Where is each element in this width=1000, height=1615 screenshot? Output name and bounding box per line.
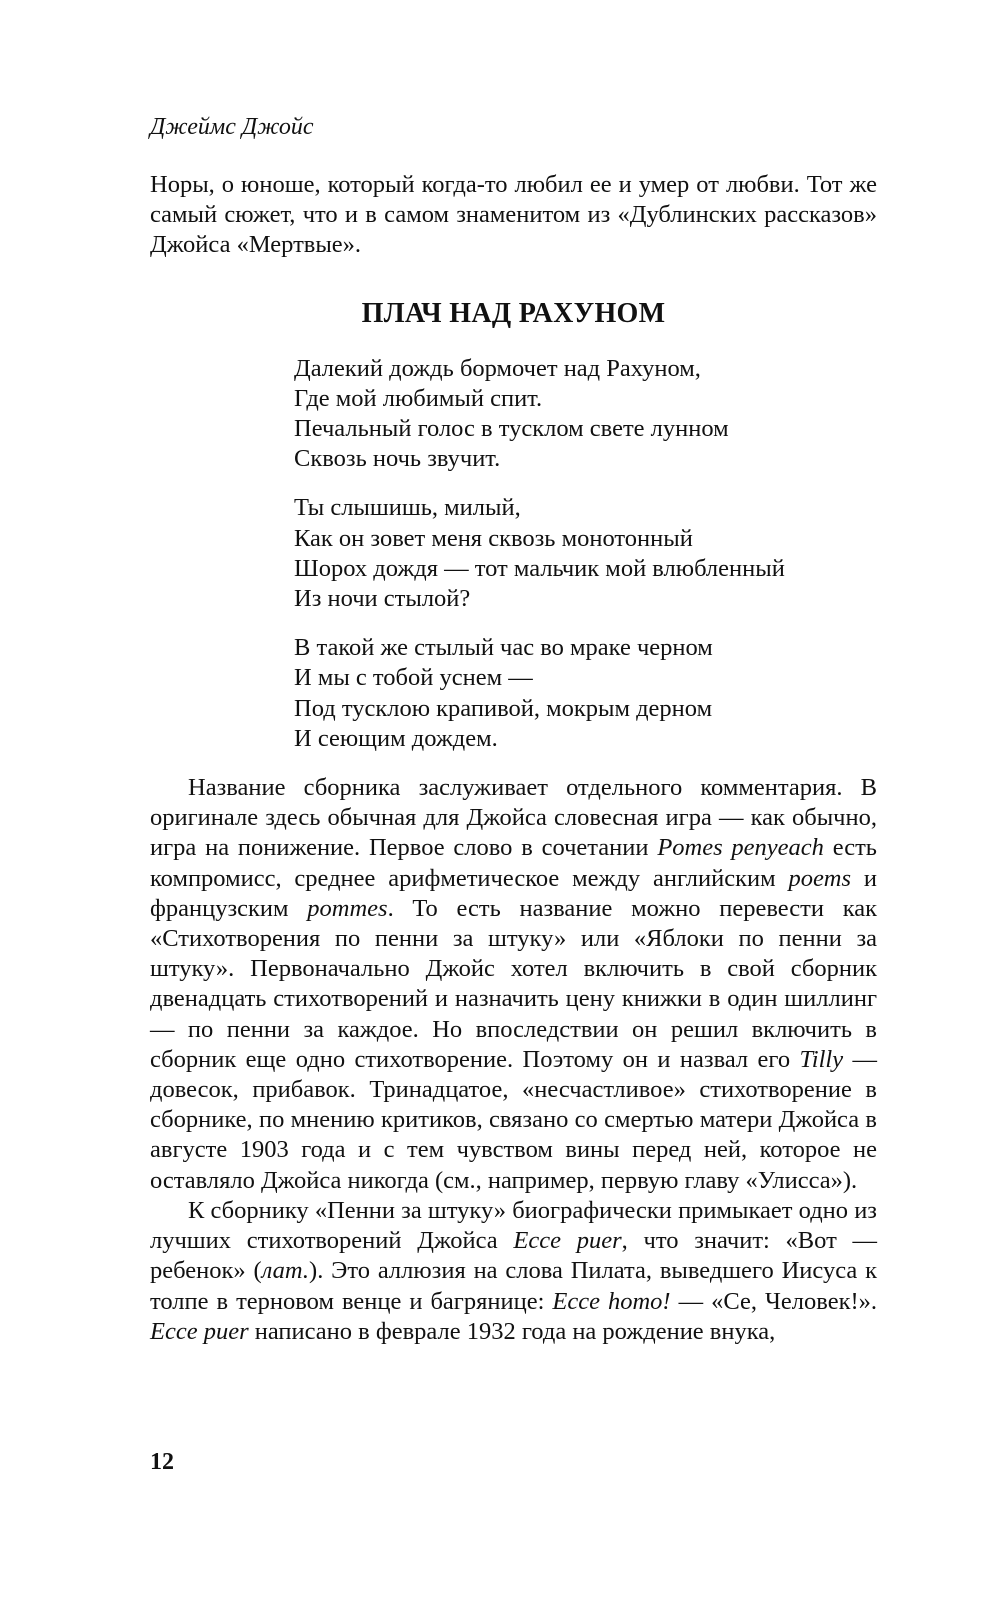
poem-line: Из ночи стылой? — [294, 585, 471, 613]
text-run: — довесок, прибавок. Тринадцатое, «несчастливое» стихотворение в сборнике, по мнению критиков, связано со смертью матери Джойса в августе 1903 года и с тем чувством вины перед ней, которое не оставляло Джойса никогда (см., например, первую главу «Улисса»). — [150, 1045, 878, 1194]
poem-title: ПЛАЧ НАД РАХУНОМ — [361, 297, 666, 329]
page-body — [150, 112, 877, 1347]
text-run: Название сборника заслуживает отдельного комментария. В оригинале здесь обычная для Джойса словесная игра — как обычно, игра на понижение. Первое слово в сочетании — [150, 774, 877, 862]
paragraph-title-commentary — [150, 773, 877, 1196]
poem-line: Как он зовет меня сквозь монотонный — [294, 524, 693, 552]
text-run: есть компромисс, среднее арифметическое между английским — [150, 834, 877, 892]
text-run: и французским — [150, 864, 877, 922]
italic-term: Ecce homo! — [552, 1287, 671, 1315]
poem-line: В такой же стылый час во мраке черном — [294, 634, 713, 662]
poem-line: Далекий дождь бормочет над Рахуном, — [294, 354, 701, 382]
stanza-2 — [294, 493, 877, 614]
poem-line: Сквозь ночь звучит. — [294, 445, 501, 473]
poem-line: Под тусклою крапивой, мокрым дерном — [294, 694, 713, 722]
text-run: , что значит: «Вот — ребенок» ( — [150, 1227, 878, 1285]
running-head: Джеймс Джойс — [150, 114, 314, 140]
poem — [294, 354, 877, 754]
intro-paragraph: Норы, о юноше, который когда-то любил ее и умер от любви. Тот же самый сюжет, что и в самом знаменитом из «Дублинских рассказов» Джойса «Мертвые». — [150, 171, 877, 259]
poem-line: Шорох дождя — тот мальчик мой влюбленный — [294, 554, 785, 582]
stanza-3 — [294, 633, 877, 754]
italic-term: лат. — [261, 1257, 310, 1285]
poem-line: Ты слышишь, милый, — [294, 494, 521, 522]
poem-line: И сеющим дождем. — [294, 724, 498, 752]
italic-term: Pomes penyeach — [657, 834, 824, 862]
text-run: К сборнику «Пенни за штуку» биографически примыкает одно из лучших стихотворений Джойса — [150, 1196, 877, 1255]
text-run: . То есть название можно перевести как «Стихотворения по пенни за штуку» или «Яблоки по пенни за штуку». Первоначально Джойс хотел включить в свой сборник двенадцать стихотворений и назначить цену книжки в один шиллинг — по пенни за каждое. Но впоследствии он решил включить в сборник еще одно стихотворение. Поэтому он и назвал его — [150, 894, 878, 1073]
stanza-1 — [294, 354, 877, 475]
poem-line: И мы с тобой уснем — — [294, 664, 533, 692]
poem-line: Печальный голос в тусклом свете лунном — [294, 415, 729, 443]
italic-term: pommes — [307, 894, 388, 922]
page-number: 12 — [150, 1449, 174, 1475]
italic-term: poems — [788, 864, 852, 892]
italic-term: Ecce puer — [150, 1317, 249, 1345]
italic-term: Tilly — [799, 1045, 844, 1073]
text-run: написано в феврале 1932 года на рождение внука, — [248, 1317, 776, 1345]
text-run: ). Это аллюзия на слова Пилата, выведшего Иисуса к толпе в терновом венце и багрянице: — [150, 1257, 877, 1315]
text-run: — «Се, Человек!». — [670, 1287, 878, 1315]
paragraph-ecce-puer — [150, 1196, 877, 1347]
poem-line: Где мой любимый спит. — [294, 384, 543, 412]
italic-term: Ecce puer — [513, 1227, 622, 1255]
